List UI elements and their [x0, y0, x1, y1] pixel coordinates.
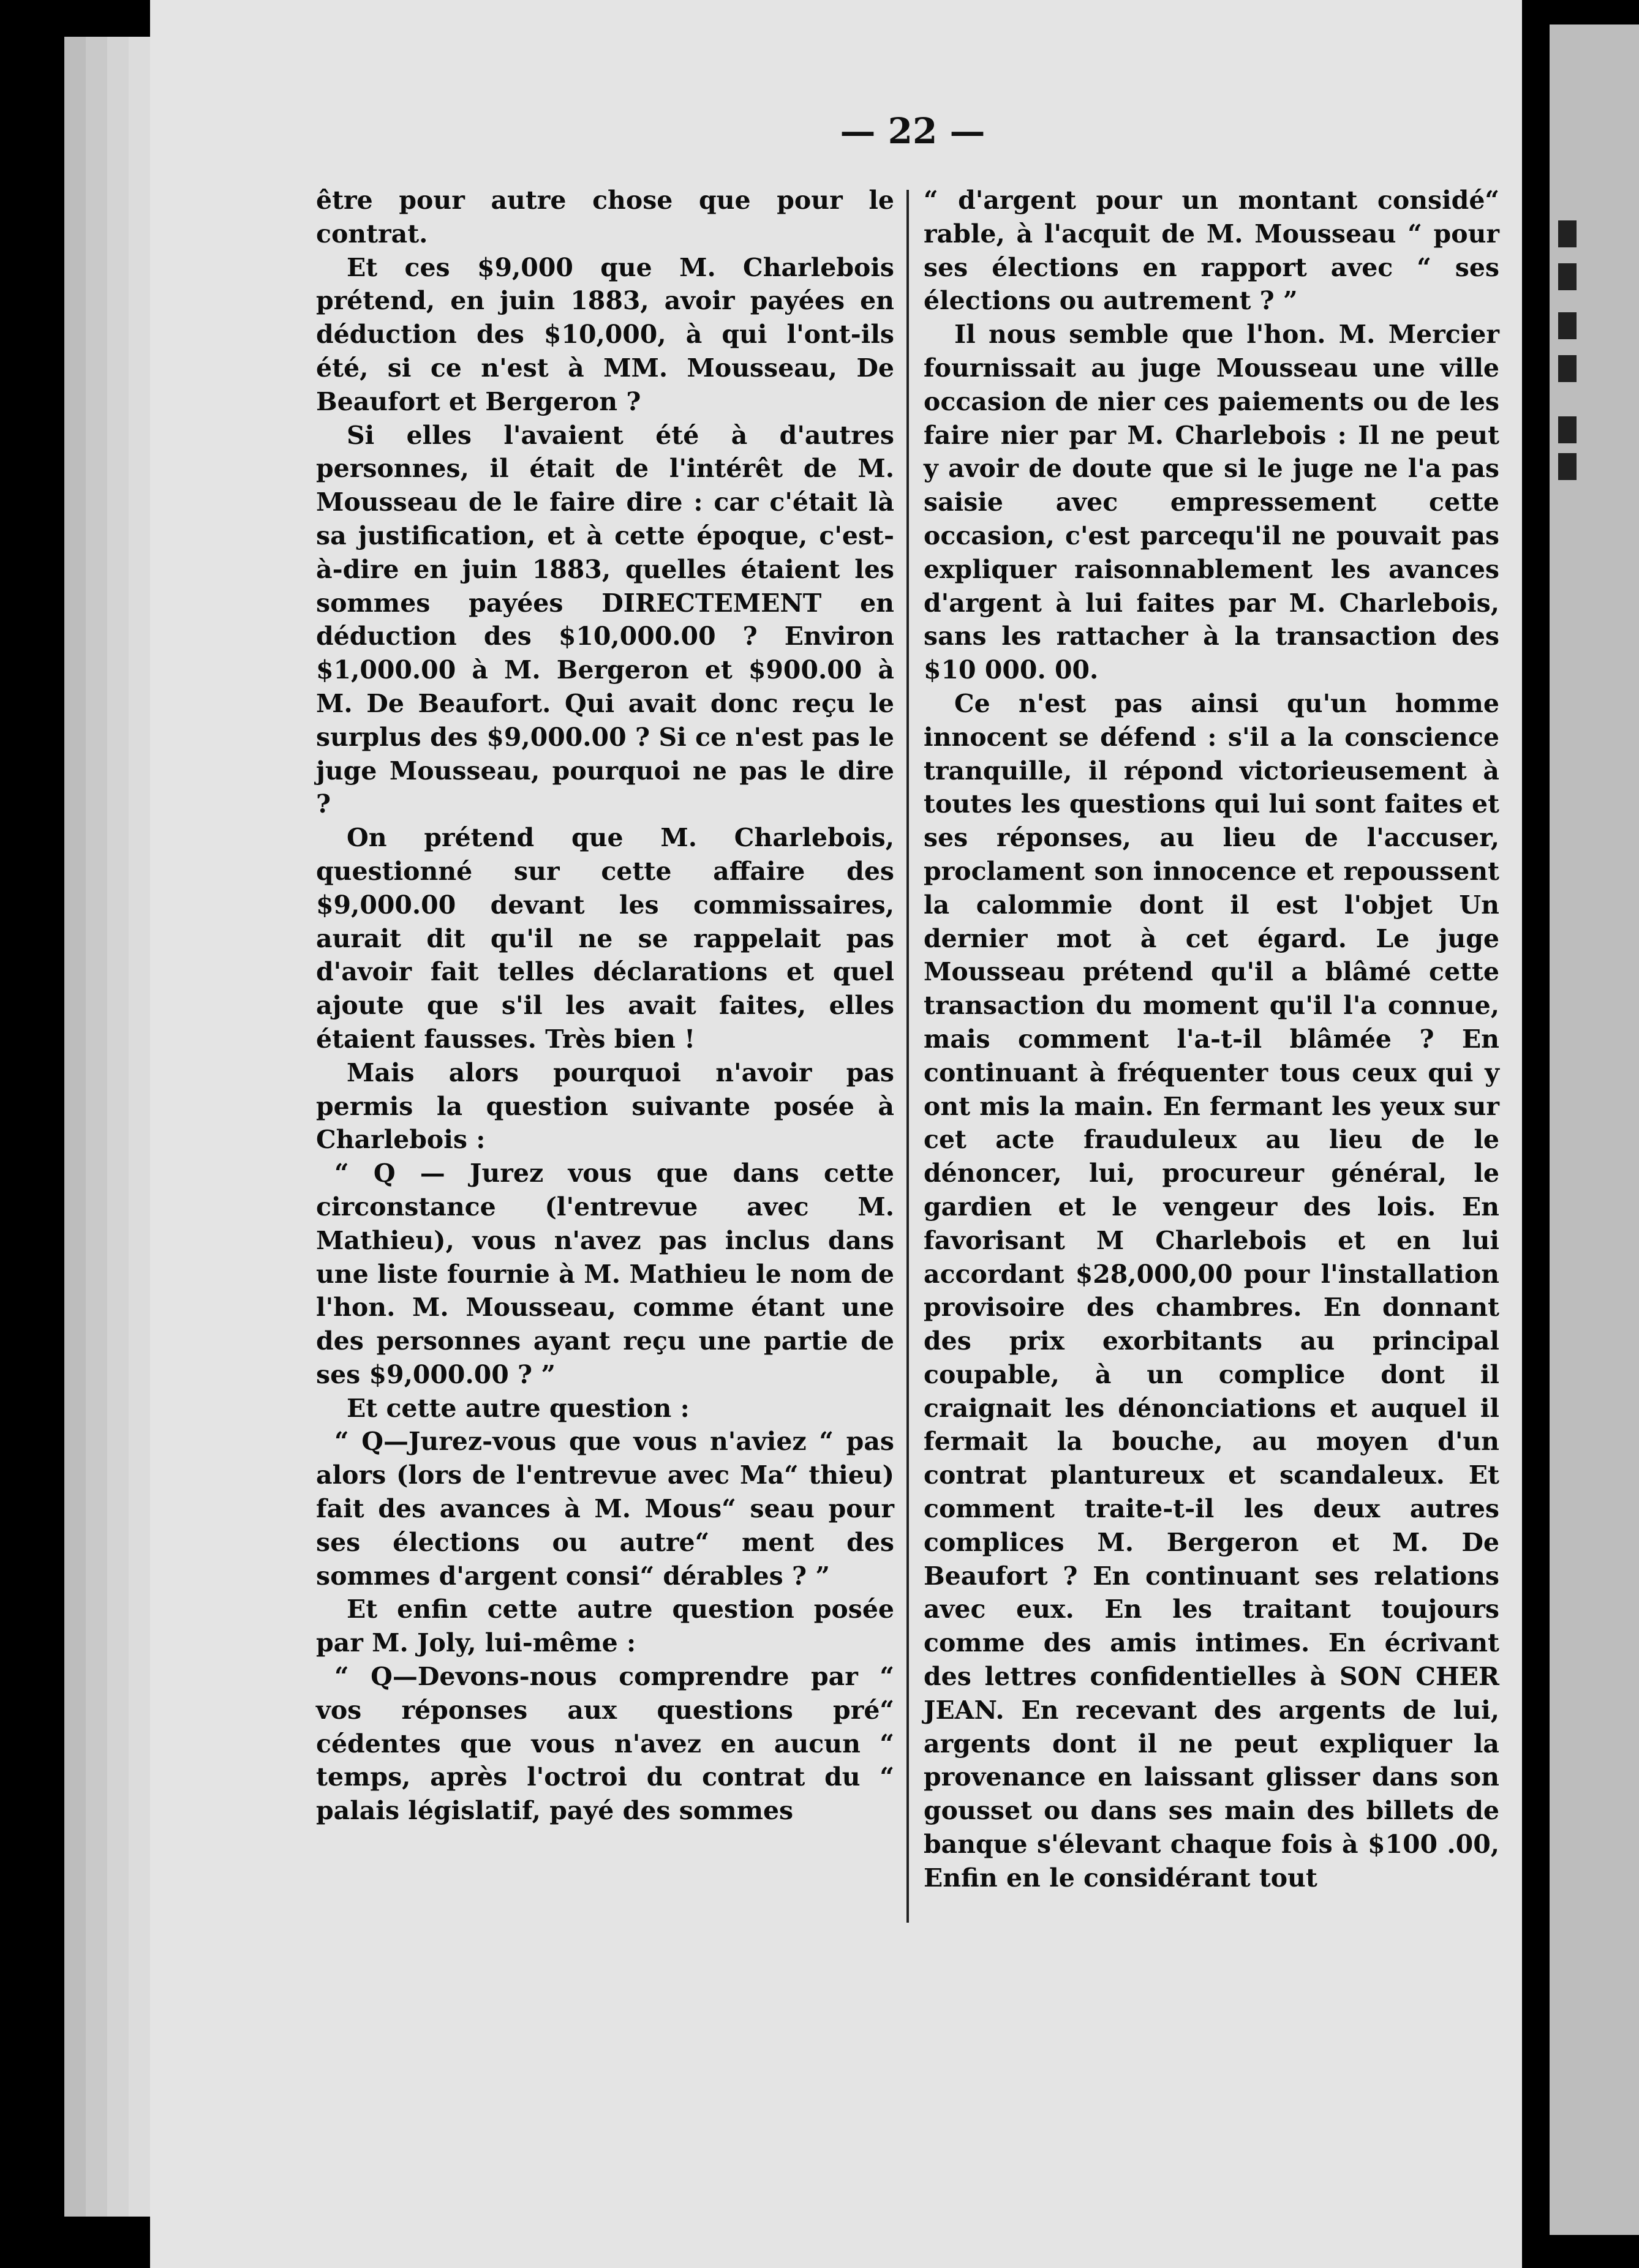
adjacent-page-glyph	[1558, 263, 1577, 290]
paragraph: Et ces $9,000 que M. Charlebois prétend, en juin 1883, avoir payées en déduction des $10,000, à qui l'ont-ils été, si ce n'est à MM. Mousseau, De Beaufort et Bergeron ?	[316, 252, 894, 416]
paragraph: Et enfin cette autre question posée par M. Joly, lui-même :	[316, 1594, 894, 1658]
adjacent-page-strip	[1550, 24, 1639, 2235]
right-column	[924, 184, 1499, 1895]
adjacent-page-glyph	[1558, 312, 1577, 339]
paragraph: être pour autre chose que pour le contrat.	[316, 186, 894, 249]
paragraph: Mais alors pourquoi n'avoir pas permis la question suivante posée à Charlebois :	[316, 1057, 894, 1155]
adjacent-page-glyph	[1558, 355, 1577, 382]
adjacent-page-glyph	[1558, 453, 1577, 480]
paragraph: “ Q—Jurez-vous que vous n'aviez “ pas alors (lors de l'entrevue avec Ma“ thieu) fait des avances à M. Mous“ seau pour ses élections ou autre“ ment des sommes d'argent consi“ dérables ? ”	[316, 1427, 894, 1591]
paragraph: On prétend que M. Charlebois, questionné sur cette affaire des $9,000.00 devant les commissaires, aurait dit qu'il ne se rappelait pas d'avoir fait telles déclarations et quel ajoute que s'il les avait faites, elles étaient fausses. Très bien !	[316, 823, 894, 1054]
column-divider	[906, 190, 909, 1923]
page-number: — 22 —	[840, 110, 985, 152]
adjacent-page-glyph	[1558, 416, 1577, 443]
paragraph: Il nous semble que l'hon. M. Mercier fournissait au juge Mousseau une ville occasion de nier ces paiements ou de les faire nier par M. Charlebois : Il ne peut y avoir de doute que si le juge ne l'a pas saisie avec empressement cette occasion, c'est parcequ'il ne pouvait pas expliquer raisonnablement les avances d'argent à lui faites par M. Charlebois, sans les rattacher à la transaction des $10 000. 00.	[924, 320, 1499, 685]
left-column	[316, 184, 894, 1828]
paragraph: Si elles l'avaient été à d'autres personnes, il était de l'intérêt de M. Mousseau de le faire dire : car c'était là sa justification, et à cette époque, c'est-à-dire en juin 1883, quelles étaient les sommes payées DIRECTEMENT en déduction des $10,000.00 ? Environ $1,000.00 à M. Bergeron et $900.00 à M. De Beaufort. Qui avait donc reçu le surplus des $9,000.00 ? Si ce n'est pas le juge Mousseau, pourquoi ne pas le dire ?	[316, 420, 894, 819]
adjacent-page-glyph	[1558, 220, 1577, 247]
paragraph: Et cette autre question :	[347, 1393, 690, 1423]
paragraph: Ce n'est pas ainsi qu'un homme innocent se défend : s'il a la conscience tranquille, il répond victorieusement à toutes les questions qui lui sont faites et ses réponses, au lieu de l'accuser, proclament son innocence et repoussent la calommie dont il est l'objet Un dernier mot à cet égard. Le juge Mousseau prétend qu'il a blâmé cette transaction du moment qu'il l'a connue, mais comment l'a-t-il blâmée ? En continuant à fréquenter tous ceux qui y ont mis la main. En fermant les yeux sur cet acte frauduleux au lieu de le dénoncer, lui, procureur général, le gardien et le vengeur des lois. En favorisant M Charlebois et en lui accordant $28,000,00 pour l'installation provisoire des chambres. En donnant des prix exorbitants au principal coupable, à un complice dont il craignait les dénonciations et auquel il fermait la bouche, au moyen d'un contrat plantureux et scandaleux. Et comment traite-t-il les deux autres complices M. Bergeron et M. De Beaufort ? En continuant ses relations avec eux. En les traitant toujours comme des amis intimes. En écrivant des lettres confidentielles à SON CHER JEAN. En recevant des argents de lui, argents dont il ne peut expliquer la provenance en laissant glisser dans son gousset ou dans ses main des billets de banque s'élevant chaque fois à $100 .00, Enfin en le considérant tout	[924, 688, 1499, 1893]
paragraph: “ Q—Devons-nous comprendre par “ vos réponses aux questions pré“ cédentes que vous n'avez en aucun “ temps, après l'octroi du contrat du “ palais législatif, payé des sommes	[316, 1662, 894, 1826]
paragraph: “ Q — Jurez vous que dans cette circonstance (l'entrevue avec M. Mathieu), vous n'avez pas inclus dans une liste fournie à M. Mathieu le nom de l'hon. M. Mousseau, comme étant une des personnes ayant reçu une partie de ses $9,000.00 ? ”	[316, 1158, 894, 1389]
paragraph: “ d'argent pour un montant considé“ rable, à l'acquit de M. Mousseau “ pour ses élections en rapport avec “ ses élections ou autrement ? ”	[924, 186, 1499, 316]
